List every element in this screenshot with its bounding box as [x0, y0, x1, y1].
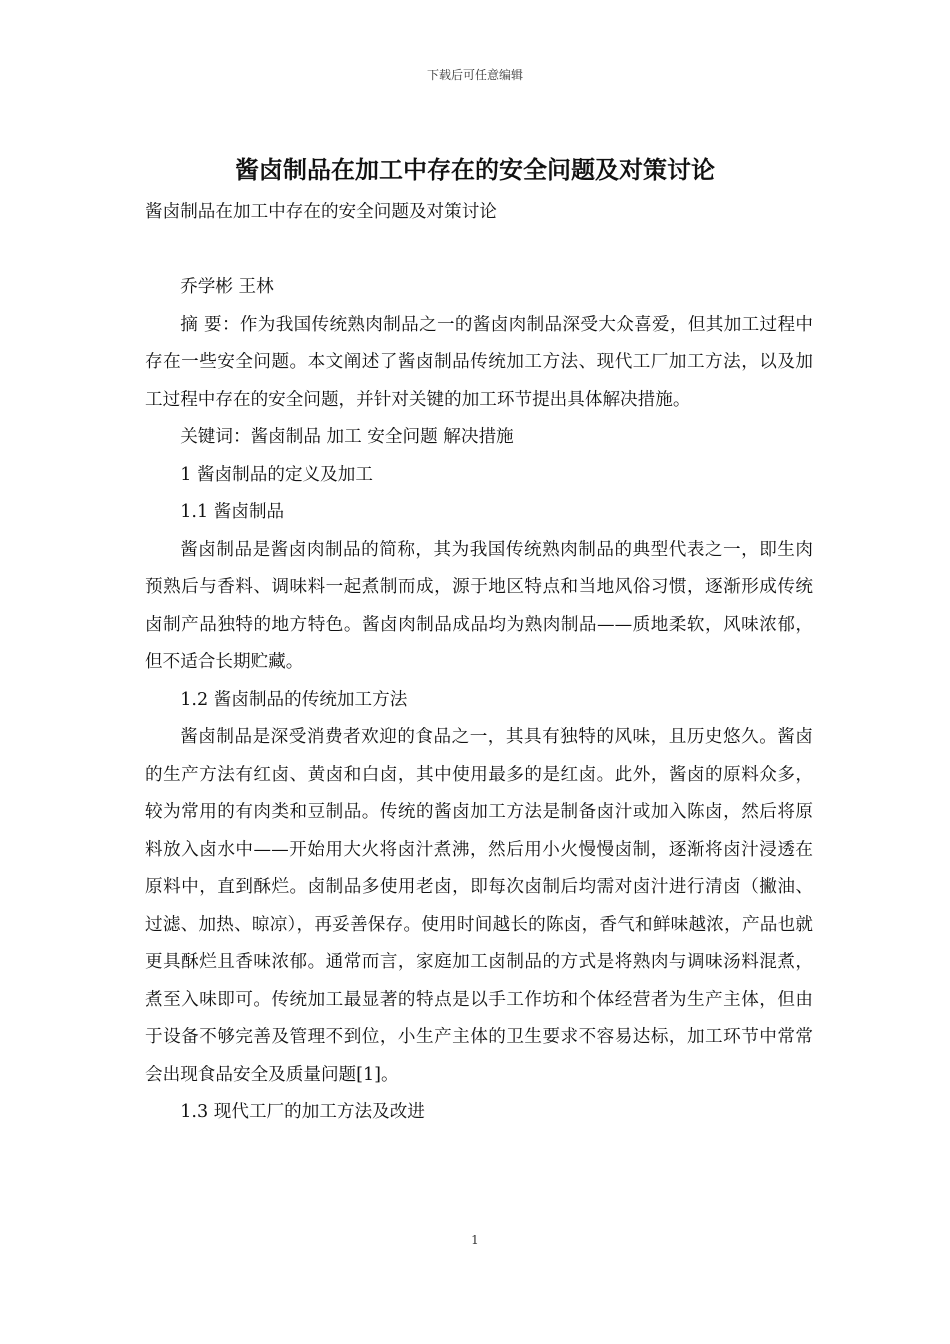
header-note: 下载后可任意编辑 — [426, 68, 523, 82]
document-body — [145, 194, 813, 1132]
page-number: 1 — [471, 1233, 479, 1247]
section-heading-1: 1 酱卤制品的定义及加工 — [180, 464, 373, 485]
blank-line — [145, 232, 813, 270]
authors: 乔学彬 王林 — [180, 277, 274, 297]
section-heading-1-2: 1.2 酱卤制品的传统加工方法 — [180, 689, 408, 710]
document-subtitle: 酱卤制品在加工中存在的安全问题及对策讨论 — [145, 202, 497, 222]
section-heading-1-1: 1.1 酱卤制品 — [180, 502, 285, 522]
section-heading-1-3: 1.3 现代工厂的加工方法及改进 — [180, 1102, 425, 1122]
keywords: 关键词：酱卤制品 加工 安全问题 解决措施 — [180, 427, 514, 447]
paragraph-1-1: 酱卤制品是酱卤肉制品的简称，其为我国传统熟肉制品的典型代表之一，即生肉预熟后与香料、调味料一起煮制而成，源于地区特点和当地风俗习惯，逐渐形成传统卤制产品独特的地方特色。酱卤肉制品成品均为熟肉制品——质地柔软，风味浓郁，但不适合长期贮藏。 — [145, 539, 813, 672]
abstract-paragraph: 摘 要：作为我国传统熟肉制品之一的酱卤肉制品深受大众喜爱，但其加工过程中存在一些安全问题。本文阐述了酱卤制品传统加工方法、现代工厂加工方法，以及加工过程中存在的安全问题，并针对关键的加工环节提出具体解决措施。 — [145, 314, 813, 410]
document-title: 酱卤制品在加工中存在的安全问题及对策讨论 — [235, 155, 715, 184]
paragraph-1-2: 酱卤制品是深受消费者欢迎的食品之一，其具有独特的风味，且历史悠久。酱卤的生产方法有红卤、黄卤和白卤，其中使用最多的是红卤。此外，酱卤的原料众多，较为常用的有肉类和豆制品。传统的酱卤加工方法是制备卤汁或加入陈卤，然后将原料放入卤水中——开始用大火将卤汁煮沸，然后用小火慢慢卤制，逐渐将卤汁浸透在原料中，直到酥烂。卤制品多使用老卤，即每次卤制后均需对卤汁进行清卤（撇油、过滤、加热、晾凉），再妥善保存。使用时间越长的陈卤，香气和鲜味越浓，产品也就更具酥烂且香味浓郁。通常而言，家庭加工卤制品的方式是将熟肉与调味汤料混煮，煮至入味即可。传统加工最显著的特点是以手工作坊和个体经营者为生产主体，但由于设备不够完善及管理不到位，小生产主体的卫生要求不容易达标，加工环节中常常会出现食品安全及质量问题[1]。 — [145, 727, 813, 1085]
